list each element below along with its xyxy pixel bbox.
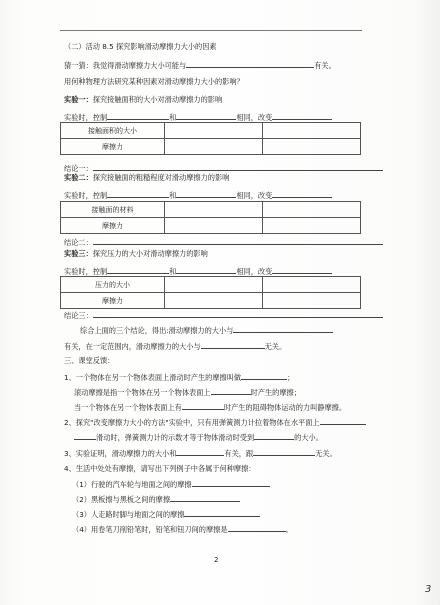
q4-blank-2[interactable] <box>170 494 240 502</box>
q2-line-1: 2、探究"改变摩擦力大小的方法"实验中，只有用弹簧测力计拉着物体在水平面上 <box>64 417 366 427</box>
q2-blank-3[interactable] <box>254 432 294 440</box>
q4-blank-3[interactable] <box>184 509 260 517</box>
conclusion-1: 结论一： <box>64 163 383 173</box>
exp2-row-2-label: 摩擦力 <box>61 218 165 234</box>
summary-line-2: 有关，在一定范围内，滑动摩擦力的大小与 无关。 <box>64 342 287 351</box>
exp1-row-1-label: 接触面积的大小 <box>61 123 165 139</box>
section-3-heading: 三、课堂反馈： <box>64 356 115 365</box>
q1-static-blank[interactable] <box>182 402 224 410</box>
q4-blank-4[interactable] <box>228 524 286 532</box>
q2-blank-1[interactable] <box>320 417 366 425</box>
table-cell[interactable] <box>165 123 263 139</box>
table-cell[interactable] <box>165 202 263 218</box>
q3-blank-2[interactable] <box>253 448 315 456</box>
summary-blank-2[interactable] <box>201 341 265 349</box>
conclusion-3-blank[interactable] <box>93 310 383 318</box>
table-cell[interactable] <box>263 293 361 309</box>
summary-line-1: 综合上面的三个结论，得出:滑动摩擦力的大小与 <box>80 325 333 335</box>
q2-blank-2[interactable] <box>74 432 96 440</box>
exp3-control-blank-1[interactable] <box>107 266 169 274</box>
exp3-row-2-label: 摩擦力 <box>61 293 165 309</box>
q1-sliding-blank[interactable] <box>211 387 251 395</box>
table-cell[interactable] <box>165 277 263 293</box>
exp1-control-blank-1[interactable] <box>107 112 169 120</box>
q4-item-2: （2）黑板擦与黑板之间的摩擦 <box>72 494 240 504</box>
q4-item-3: （3）人走路时脚与地面之间的摩擦 <box>72 509 260 519</box>
table-cell[interactable] <box>263 123 361 139</box>
conclusion-2-blank[interactable] <box>93 237 383 245</box>
exp1-row-2-label: 摩擦力 <box>61 139 165 155</box>
summary-blank-1[interactable] <box>233 325 333 333</box>
q1-sliding-line: 滚动摩擦是指一个物体在另一个物体表面上 时产生的摩擦； <box>74 388 301 397</box>
q3-blank-1[interactable] <box>176 448 224 456</box>
exp1-change-blank[interactable] <box>272 112 332 120</box>
experiment-1-control-line: 实验时，控制 和 相同，改变 <box>64 112 332 122</box>
experiment-1-table <box>60 122 361 155</box>
experiment-1-title: 实验一：探究接触面积的大小对滑动摩擦力的影响 <box>64 95 223 104</box>
guess-blank[interactable] <box>186 60 314 68</box>
exp1-control-blank-2[interactable] <box>176 112 236 120</box>
q1-blank[interactable] <box>241 372 287 380</box>
table-cell[interactable] <box>263 277 361 293</box>
table-cell[interactable] <box>263 202 361 218</box>
table-cell[interactable] <box>165 293 263 309</box>
q1-static-line: 当一个物体在另一个物体表面上有 时产生的阻碍物体运动的力叫静摩擦。 <box>74 403 347 412</box>
q4-item-1: （1）行驶的汽车轮与地面之间的摩擦 <box>72 479 270 489</box>
table-cell[interactable] <box>263 218 361 234</box>
header-rule <box>60 30 362 31</box>
experiment-3-title: 实验三：探究压力的大小对滑动摩擦力的影响 <box>64 249 208 258</box>
q4-blank-1[interactable] <box>192 479 270 487</box>
conclusion-3: 结论三： <box>64 310 383 320</box>
q2-line-2: 滑动时，弹簧测力计的示数才等于物体滑动时受到 的大小。 <box>74 432 323 442</box>
method-question: 用何种物理方法研究某种因素对滑动摩擦力大小的影响？ <box>64 77 244 86</box>
table-cell[interactable] <box>165 139 263 155</box>
q4-line: 4、生活中处处有摩擦，请写出下列例子中各属于何种摩擦： <box>64 464 256 473</box>
table-cell[interactable] <box>263 139 361 155</box>
exp3-change-blank[interactable] <box>272 266 332 274</box>
page-number: 2 <box>214 556 219 564</box>
q3-line: 3、实验证明，滑动摩擦力的大小和 有关，跟 无关。 <box>64 449 337 458</box>
guess-line: 猜一猜：我觉得滑动摩擦力大小可能与 有关。 <box>64 61 336 70</box>
exp2-change-blank[interactable] <box>272 190 332 198</box>
experiment-3-control-line: 实验时，控制 和 相同，改变 <box>64 266 332 276</box>
q4-item-4: （4）用卷笔刀削铅笔时，铅笔和钮刀间的摩擦是 。 <box>72 525 293 534</box>
conclusion-1-blank[interactable] <box>93 163 383 171</box>
activity-heading: （二）活动 8.5 探究影响滑动摩擦力大小的因素 <box>64 42 217 51</box>
experiment-2-control-line: 实验时，控制 和 相同，改变 <box>64 190 332 200</box>
exp2-control-blank-2[interactable] <box>176 190 236 198</box>
experiment-3-table <box>60 276 361 309</box>
exp2-control-blank-1[interactable] <box>107 190 169 198</box>
q1-line: 1、一个物体在另一个物体表面上滑动时产生的摩擦叫做 ； <box>64 373 295 382</box>
corner-mark: 3 <box>425 584 432 595</box>
table-cell[interactable] <box>165 218 263 234</box>
exp2-row-1-label: 接触面的材料 <box>61 202 165 218</box>
exp3-row-1-label: 压力的大小 <box>61 277 165 293</box>
conclusion-2: 结论二： <box>64 237 383 247</box>
exp3-control-blank-2[interactable] <box>176 266 236 274</box>
experiment-2-table <box>60 201 361 234</box>
experiment-2-title: 实验二：探究接触面的粗糙程度对滑动摩擦力的影响 <box>64 173 230 182</box>
